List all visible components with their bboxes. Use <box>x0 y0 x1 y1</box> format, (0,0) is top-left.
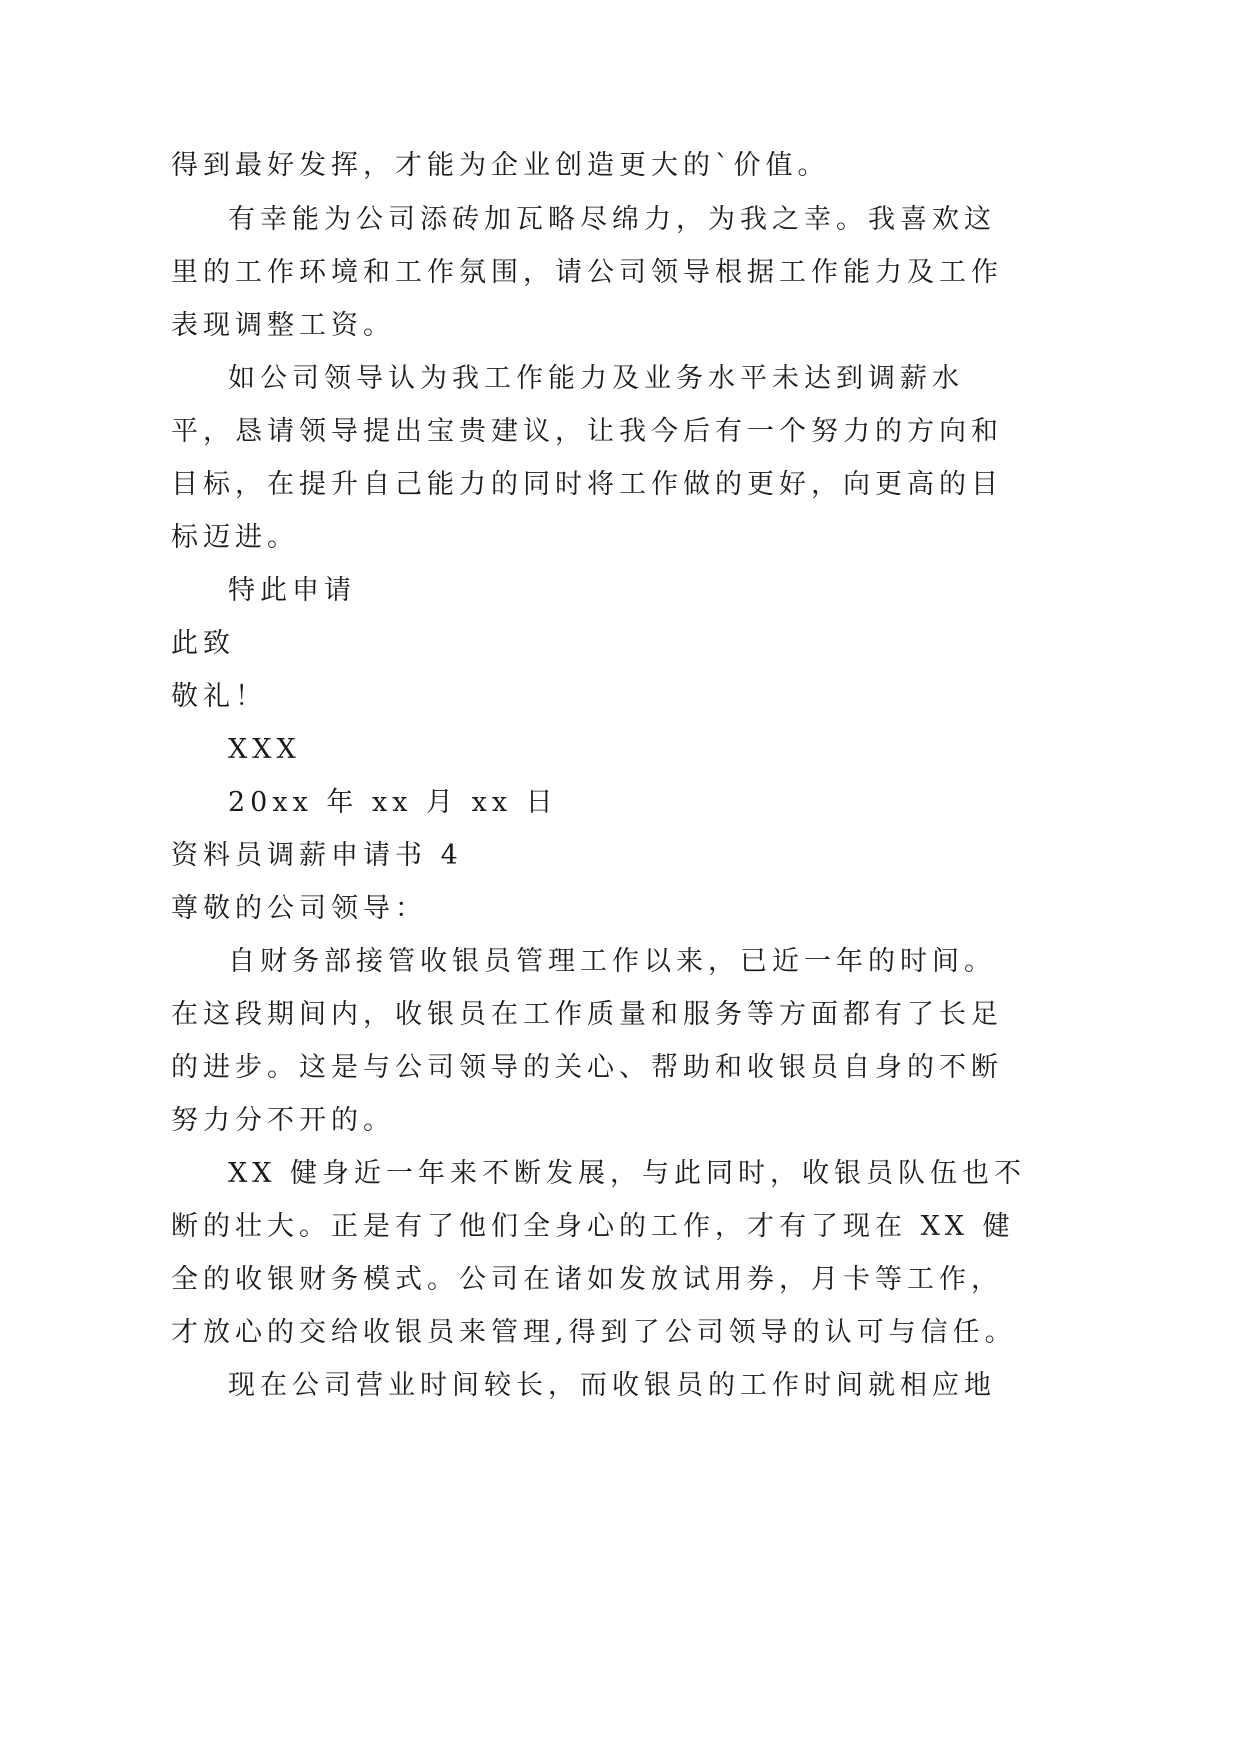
salutation-jingli: 敬礼！ <box>171 681 267 712</box>
paragraph-first-line: 自财务部接管收银员管理工作以来，已近一年的时间。 <box>228 946 996 977</box>
body-text-line: 努力分不开的。 <box>171 1105 395 1136</box>
paragraph-first-line: XX 健身近一年来不断发展，与此同时，收银员队伍也不 <box>228 1158 1027 1189</box>
body-text-line: 表现调整工资。 <box>171 310 395 341</box>
body-text-line: 断的壮大。正是有了他们全身心的工作，才有了现在 XX 健 <box>171 1211 1015 1242</box>
paragraph-first-line: 现在公司营业时间较长，而收银员的工作时间就相应地 <box>228 1370 996 1401</box>
signature-name: XXX <box>228 734 301 765</box>
letter-greeting: 尊敬的公司领导： <box>171 893 427 924</box>
body-text-line: 才放心的交给收银员来管理,得到了公司领导的认可与信任。 <box>171 1317 1017 1348</box>
body-text-line: 在这段期间内，收银员在工作质量和服务等方面都有了长足 <box>171 999 1003 1030</box>
closing-request: 特此申请 <box>228 575 356 606</box>
salutation-cizhi: 此致 <box>171 628 235 659</box>
body-text-line: 标迈进。 <box>171 522 299 553</box>
body-text-line: 全的收银财务模式。公司在诸如发放试用券，月卡等工作， <box>171 1264 1003 1295</box>
paragraph-first-line: 有幸能为公司添砖加瓦略尽绵力，为我之幸。我喜欢这 <box>228 204 996 235</box>
body-text-line: 目标，在提升自己能力的同时将工作做的更好，向更高的目 <box>171 469 1003 500</box>
body-text-line: 的进步。这是与公司领导的关心、帮助和收银员自身的不断 <box>171 1052 1003 1083</box>
body-text-line: 平，恳请领导提出宝贵建议，让我今后有一个努力的方向和 <box>171 416 1003 447</box>
signature-date: 20xx 年 xx 月 xx 日 <box>228 787 558 818</box>
body-text-line: 得到最好发挥，才能为企业创造更大的`价值。 <box>171 150 830 181</box>
body-text-line: 里的工作环境和工作氛围，请公司领导根据工作能力及工作 <box>171 257 1003 288</box>
section-title: 资料员调薪申请书 4 <box>171 840 463 871</box>
paragraph-first-line: 如公司领导认为我工作能力及业务水平未达到调薪水 <box>228 363 964 394</box>
